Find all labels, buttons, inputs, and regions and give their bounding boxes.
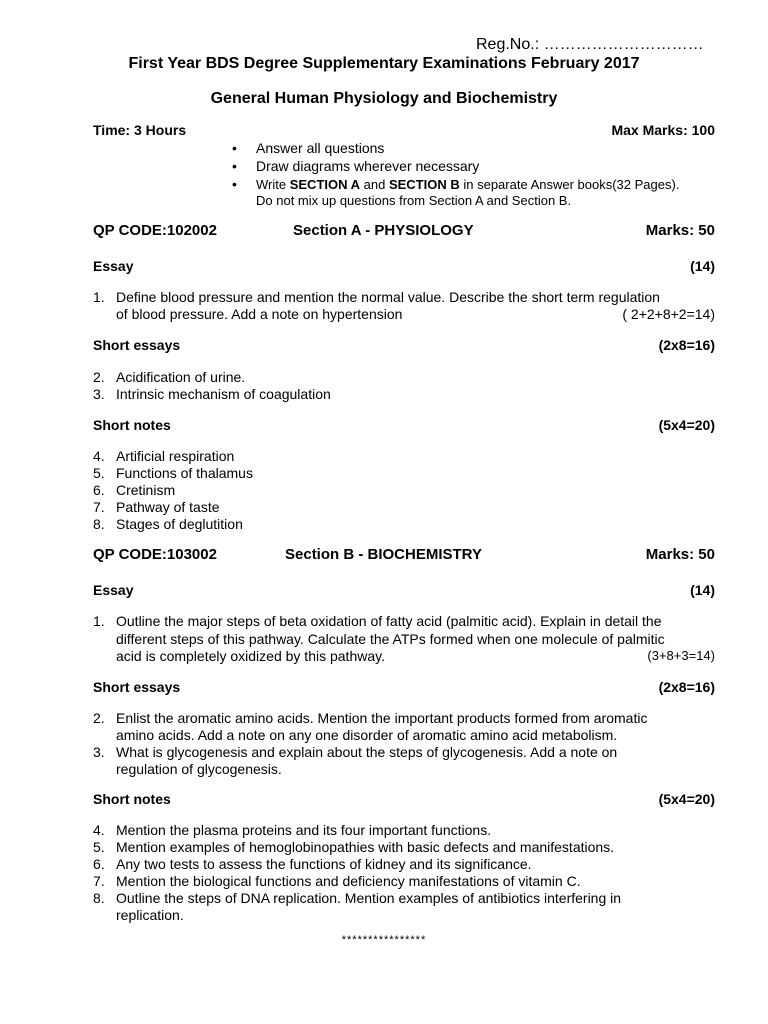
essay-label: Essay	[93, 258, 134, 274]
question-text: Intrinsic mechanism of coagulation	[116, 386, 331, 402]
question-number: 7.	[93, 873, 105, 889]
short-essays-label: Short essays	[93, 679, 181, 695]
question-text: Outline the major steps of beta oxidation of fatty acid (palmitic acid). Explain in detail the	[116, 613, 662, 629]
short-notes-label: Short notes	[93, 791, 171, 807]
end-stars: ****************	[341, 934, 427, 946]
instruction-3-post: in separate Answer books(32 Pages).	[459, 177, 680, 192]
question-text: of blood pressure. Add a note on hypertension	[116, 306, 403, 322]
subject-title: General Human Physiology and Biochemistry	[210, 90, 558, 107]
question-number: 2.	[93, 369, 105, 385]
question-text: different steps of this pathway. Calculate the ATPs formed when one molecule of palmitic	[116, 631, 665, 647]
bullet-icon: •	[232, 140, 237, 156]
instruction-3-section-b: SECTION B	[388, 177, 460, 192]
question-text: Cretinism	[116, 482, 176, 498]
short-essays-marks: (2x8=16)	[658, 337, 715, 353]
question-text: Outline the steps of DNA replication. Mention examples of antibiotics interfering in	[116, 890, 622, 906]
time-label: Time: 3 Hours	[93, 122, 187, 138]
instruction-3	[256, 177, 679, 192]
qp-code-b: QP CODE:103002	[93, 546, 217, 563]
section-b-title: Section B - BIOCHEMISTRY	[285, 546, 482, 563]
essay-marks: (14)	[690, 582, 715, 598]
short-notes-marks: (5x4=20)	[658, 791, 715, 807]
essay-label: Essay	[93, 582, 134, 598]
question-text: Acidification of urine.	[116, 369, 246, 385]
essay-marks: (14)	[690, 258, 715, 274]
question-number: 7.	[93, 499, 105, 515]
question-number: 5.	[93, 839, 105, 855]
bullet-icon: •	[232, 158, 237, 174]
instruction-3-section-a: SECTION A	[289, 177, 361, 192]
question-number: 4.	[93, 822, 105, 838]
question-text: Any two tests to assess the functions of kidney and its significance.	[116, 856, 532, 872]
question-number: 5.	[93, 465, 105, 481]
question-number: 1.	[93, 289, 105, 305]
short-essays-marks: (2x8=16)	[658, 679, 715, 695]
section-a-title: Section A - PHYSIOLOGY	[293, 222, 474, 239]
section-a-marks: Marks: 50	[645, 222, 715, 239]
instruction-3-line2: Do not mix up questions from Section A and Section B.	[256, 193, 572, 208]
question-text: Mention the plasma proteins and its four important functions.	[116, 822, 492, 838]
instruction-1: Answer all questions	[256, 140, 385, 156]
question-text: Define blood pressure and mention the normal value. Describe the short term regulation	[116, 289, 660, 305]
question-number: 2.	[93, 710, 105, 726]
question-text: regulation of glycogenesis.	[116, 761, 282, 777]
exam-title: First Year BDS Degree Supplementary Examinations February 2017	[128, 55, 640, 72]
question-number: 4.	[93, 448, 105, 464]
question-text: Enlist the aromatic amino acids. Mention the important products formed from aromatic	[116, 710, 648, 726]
marks-split: ( 2+2+8+2=14)	[622, 306, 715, 322]
instruction-3-mid: and	[360, 177, 389, 192]
question-text: Artificial respiration	[116, 448, 235, 464]
short-notes-label: Short notes	[93, 417, 171, 433]
question-number: 3.	[93, 386, 105, 402]
reg-no: Reg.No.: …………………………	[476, 36, 704, 53]
qp-code-a: QP CODE:102002	[93, 222, 217, 239]
short-essays-label: Short essays	[93, 337, 181, 353]
marks-split: (3+8+3=14)	[647, 648, 715, 663]
instruction-2: Draw diagrams wherever necessary	[256, 158, 480, 174]
short-notes-marks: (5x4=20)	[658, 417, 715, 433]
question-text: Pathway of taste	[116, 499, 220, 515]
question-number: 6.	[93, 482, 105, 498]
instruction-3-pre: Write	[256, 177, 290, 192]
question-text: What is glycogenesis and explain about the steps of glycogenesis. Add a note on	[116, 744, 618, 760]
question-number: 8.	[93, 516, 105, 532]
question-text: acid is completely oxidized by this pathway.	[116, 648, 385, 664]
question-text: replication.	[116, 907, 184, 923]
question-text: Functions of thalamus	[116, 465, 253, 481]
section-b-marks: Marks: 50	[645, 546, 715, 563]
bullet-icon: •	[232, 176, 237, 192]
question-number: 1.	[93, 613, 105, 629]
question-text: amino acids. Add a note on any one disorder of aromatic amino acid metabolism.	[116, 727, 618, 743]
question-number: 6.	[93, 856, 105, 872]
question-number: 3.	[93, 744, 105, 760]
question-number: 8.	[93, 890, 105, 906]
max-marks-label: Max Marks: 100	[611, 122, 715, 138]
question-text: Mention examples of hemoglobinopathies with basic defects and manifestations.	[116, 839, 615, 855]
question-text: Stages of deglutition	[116, 516, 243, 532]
question-text: Mention the biological functions and deficiency manifestations of vitamin C.	[116, 873, 581, 889]
